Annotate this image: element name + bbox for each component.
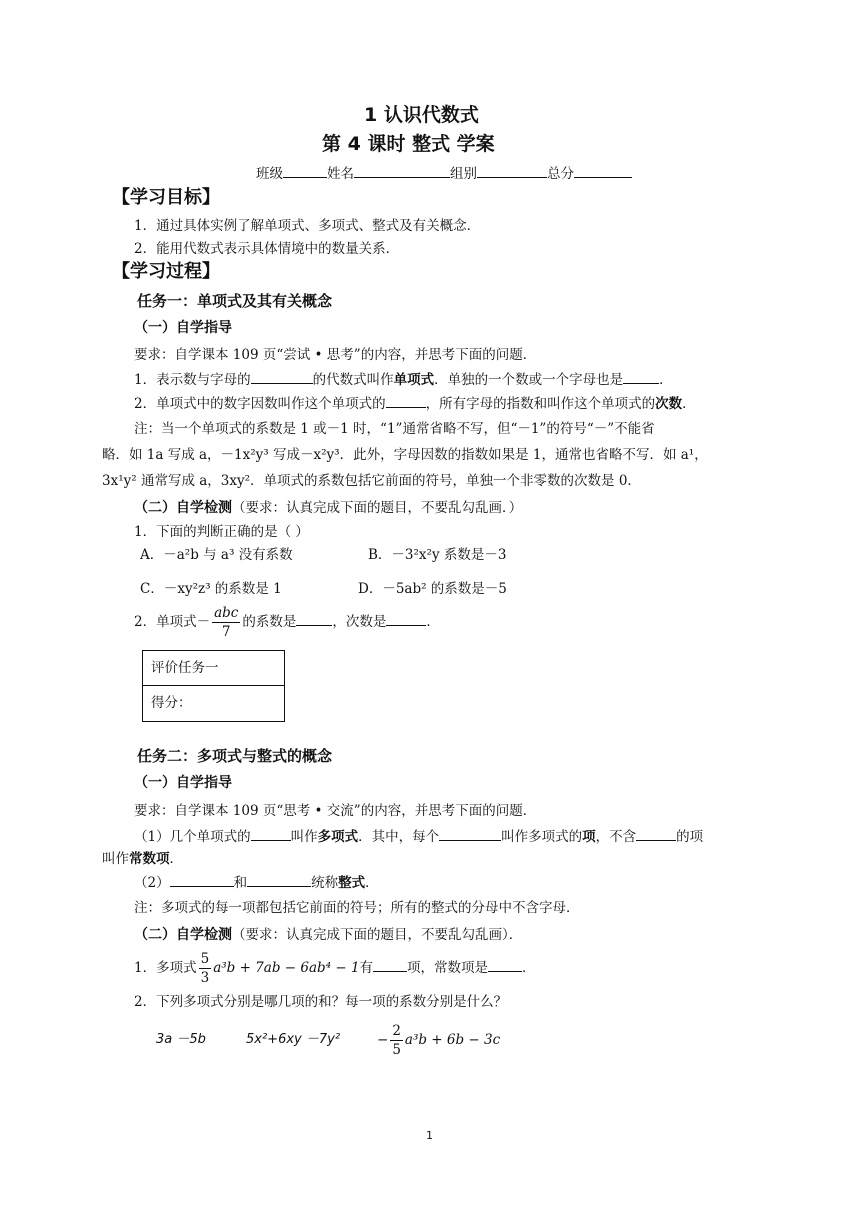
polynomial-3: − $\frac{2}{5}$ a³b + 6b − 3c [377, 1023, 501, 1058]
fraction-5-over-3: $\frac{5}{3}$ [200, 951, 210, 986]
task2-note: 注：多项式的每一项都包括它前面的符号；所有的整式的分母中不含字母． [134, 900, 580, 916]
evaluation-score[interactable]: 得分： [143, 685, 284, 720]
page-number: 1 [426, 1129, 433, 1142]
task1-check-question-1: 1．下面的判断正确的是（ ） [134, 524, 309, 540]
p1-blank-2[interactable] [439, 826, 501, 841]
group-blank[interactable] [477, 163, 547, 178]
c1-blank-1[interactable] [373, 957, 407, 972]
task1-question-1: 1．表示数与字母的 的代数式叫作单项式．单独的一个数或一个字母也是 ． [134, 369, 673, 390]
polynomial-expression: a³b + 7ab − 6ab⁴ − 1 [213, 960, 360, 976]
evaluation-box-task1 [142, 650, 285, 722]
objective-item: 1．通过具体实例了解单项式、多项式、整式及有关概念． [134, 218, 481, 234]
option-a[interactable]: A．－a²b 与 a³ 没有系数 [140, 547, 293, 563]
q2-blank-1[interactable] [386, 393, 426, 408]
task2-check-question-2: 2．下列多项式分别是哪几项的和？每一项的系数分别是什么？ [134, 994, 508, 1010]
task1-question-2: 2．单项式中的数字因数叫作这个单项式的 ，所有字母的指数和叫作这个单项式的次数． [134, 393, 696, 414]
task1-note-line-3: 3x¹y² 通常写成 a，3xy²．单项式的系数包括它前面的符号，单独一个非零数的次数是 0． [102, 473, 641, 489]
page-title: 1 认识代数式 [364, 104, 479, 126]
task1-check-heading: （二）自学检测（要求：认真完成下面的题目，不要乱勾乱画．） [134, 500, 523, 516]
polynomial-2: 5x²+6xy －7y² [246, 1032, 341, 1047]
task1-guide-heading: （一）自学指导 [134, 320, 232, 336]
p1-blank-1[interactable] [251, 826, 291, 841]
objective-item: 2．能用代数式表示具体情境中的数量关系． [134, 241, 400, 257]
class-blank[interactable] [283, 163, 327, 178]
option-d[interactable]: D．－5ab² 的系数是－5 [358, 581, 507, 597]
student-info-line: 班级 姓名 组别 总分 [256, 163, 632, 184]
task2-paragraph-2: （2） 和 统称整式． [134, 872, 379, 893]
c1-blank-2[interactable] [488, 957, 522, 972]
option-c[interactable]: C．－xy²z³ 的系数是 1 [140, 581, 282, 597]
objectives-heading: 【学习目标】 [112, 187, 220, 208]
task2-guide-heading: （一）自学指导 [134, 775, 232, 791]
p2-blank-1[interactable] [170, 872, 234, 887]
task2-paragraph-1-cont: 叫作常数项． [102, 851, 183, 867]
task2-heading: 任务二：多项式与整式的概念 [137, 747, 333, 765]
fraction-abc-over-7: $\frac{\text{abc}}{7}$ [214, 605, 239, 640]
task1-note-line-2: 略．如 1a 写成 a，－1x²y³ 写成－x²y³．此外，字母因数的指数如果是 1，通常也省略不写．如 a¹， [102, 447, 708, 463]
task2-paragraph-1: （1）几个单项式的 叫作多项式．其中，每个 叫作多项式的项，不含 的项 [134, 826, 703, 847]
evaluation-title: 评价任务一 [151, 660, 219, 676]
task1-heading: 任务一：单项式及其有关概念 [137, 292, 333, 310]
task1-note-line-1: 注：当一个单项式的系数是 1 或－1 时，“1”通常省略不写，但“－1”的符号“－”不能省 [134, 421, 655, 437]
task1-requirement: 要求：自学课本 109 页“尝试 • 思考”的内容，并思考下面的问题． [134, 347, 537, 363]
task1-check-question-2: 2．单项式－ $\frac{\text{abc}}{7}$ 的系数是 ，次数是 ． [134, 605, 440, 640]
task2-check-question-1: 1．多项式 $\frac{5}{3}$ a³b + 7ab − 6ab⁴ − 1有 项，常数项是 ． [134, 951, 536, 986]
polynomial-1: 3a －5b [156, 1032, 206, 1047]
c2-blank-2[interactable] [386, 611, 426, 626]
p2-blank-2[interactable] [247, 872, 311, 887]
q1-blank-1[interactable] [251, 369, 313, 384]
process-heading: 【学习过程】 [112, 261, 220, 282]
task2-requirement: 要求：自学课本 109 页“思考 • 交流”的内容，并思考下面的问题． [134, 803, 537, 819]
c2-blank-1[interactable] [296, 611, 332, 626]
p1-blank-3[interactable] [636, 826, 676, 841]
task2-check-heading: （二）自学检测（要求：认真完成下面的题目，不要乱勾乱画）． [134, 927, 523, 943]
page-subtitle: 第 4 课时 整式 学案 [322, 133, 495, 155]
fraction-2-over-5: $\frac{2}{5}$ [392, 1023, 401, 1058]
name-blank[interactable] [354, 163, 450, 178]
option-b[interactable]: B．－3²x²y 系数是－3 [368, 547, 507, 563]
q1-blank-2[interactable] [623, 369, 659, 384]
score-blank[interactable] [574, 163, 632, 178]
